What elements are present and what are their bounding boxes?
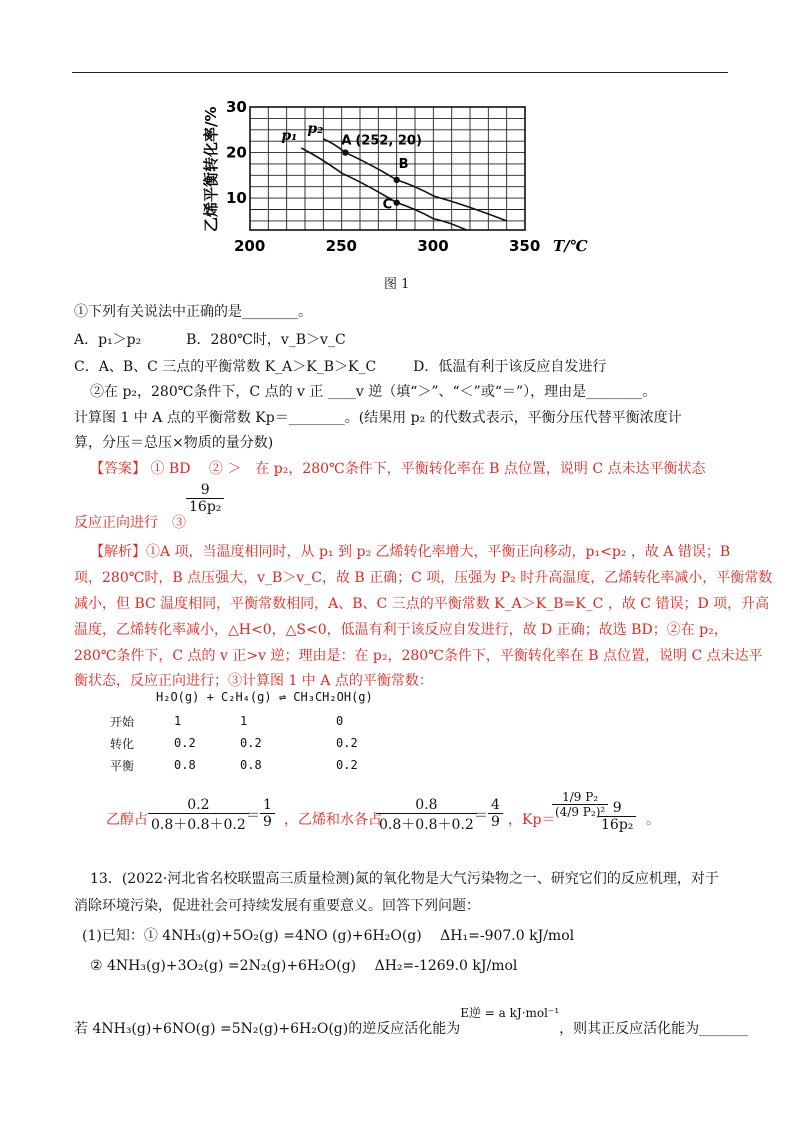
answer-line (90, 458, 706, 478)
cell: 1 (174, 714, 182, 728)
q1-options-cd (74, 356, 606, 376)
q1-stem: ①下列有关说法中正确的是________。 (74, 304, 312, 320)
answer-text: ① BD ② ＞ 在 p₂，280℃条件下，平衡转化率在 B 点位置，说明 C 点未达平衡状态 (150, 461, 706, 477)
analysis-l6: 衡状态，反应正向进行；③计算图 1 中 A 点的平衡常数： (74, 673, 433, 689)
table-row (110, 732, 416, 754)
reaction-table (110, 710, 416, 776)
y-axis-label: 乙烯平衡转化率/% (202, 106, 220, 232)
x-axis-label: T/℃ (553, 237, 588, 255)
calc-frac-2 (376, 797, 477, 834)
data-point-B (393, 177, 399, 183)
q2-text: ②在 p₂，280℃条件下，C 点的 v 正 ____v 逆（填“＞”、“＜”或“＝”），理由是________。 (90, 384, 657, 400)
table-row (110, 710, 416, 732)
point-label-B: B (398, 156, 409, 172)
x-tick-label: 350 (509, 237, 541, 255)
answer-frac-num: 9 (200, 482, 210, 498)
q13-line4: ② 4NH₃(g)+3O₂(g) =2N₂(g)+6H₂O(g) ΔH₂=-1269.0 kJ/mol (90, 958, 518, 974)
analysis-l2: 项，280℃时，B 点压强大，v_B＞v_C，故 B 正确；C 项，压强为 P₂ 时升高温度，乙烯转化率减小，平衡常数 (74, 570, 773, 586)
frac-num: 4 (491, 797, 500, 813)
frac-num: 0.8 (415, 797, 438, 813)
q13-line2: 消除环境污染，促进社会可持续发展有重要意义。回答下列问题： (74, 898, 480, 914)
row-label: 转化 (110, 736, 135, 751)
analysis-l5: 280℃条件下，C 点的 v 正>v 逆；理由是：在 p₂，280℃条件下，平衡转化率在 B 点位置，说明 C 点未达平 (74, 648, 763, 664)
answer-cont: 反应正向进行 ③ (74, 515, 186, 531)
x-tick-label: 300 (417, 237, 449, 255)
table-row (110, 754, 416, 776)
x-tick-label: 200 (234, 237, 266, 255)
calc-result-2 (488, 797, 503, 830)
row-label: 平衡 (110, 758, 135, 773)
analysis-l3: 减小，但 BC 温度相同，平衡常数相同，A、B、C 三点的平衡常数 K_A＞K_B=K_C ，故 C 错误；D 项，升高 (74, 596, 770, 612)
cell: 0.2 (240, 736, 262, 750)
point-label-C: C (382, 197, 393, 213)
option-b: B．280℃时，v_B＞v_C (186, 332, 346, 348)
frac-den: (4/9 P₂)² (552, 804, 608, 819)
q3-line1: 计算图 1 中 A 点的平衡常数 Kp＝________。(结果用 p₂ 的代数式表示，平衡分压代替平衡浓度计 (74, 410, 682, 426)
q13-line3: (1)已知：① 4NH₃(g)+5O₂(g) =4NO (g)+6H₂O(g) ΔH₁=-907.0 kJ/mol (82, 928, 575, 944)
series-line-p1 (301, 148, 466, 230)
q13-l5c: ，则其正反应活化能为_______ (559, 1021, 749, 1037)
answer-frac-den: 16p₂ (186, 498, 224, 515)
cell: 0.8 (240, 758, 262, 772)
reaction-equation: H₂O(g) + C₂H₄(g) ⇌ CH₃CH₂OH(g) (156, 690, 373, 704)
frac-den: 9 (488, 813, 503, 830)
data-point-A (342, 149, 348, 155)
calc-kp-result (598, 800, 636, 833)
point-label-A: A (341, 133, 352, 149)
y-tick-label: 10 (226, 189, 247, 208)
option-a: A．p₁＞p₂ (74, 332, 142, 348)
answer-label: 【答案】 (90, 461, 146, 477)
row-label: 开始 (110, 714, 135, 729)
cell: 0.2 (336, 736, 358, 750)
calc-mid: ，乙烯和水各占 (284, 812, 382, 828)
calc-eq-2: ＝ (474, 808, 488, 824)
y-tick-label: 20 (226, 143, 247, 162)
cell: 0.2 (174, 736, 196, 750)
analysis-l4: 温度，乙烯转化率减小，△H<0，△S<0，低温有利于该反应自发进行，故 D 正确；故选 BD；②在 p₂， (74, 622, 728, 638)
y-tick-label: 30 (226, 98, 247, 116)
q13-line1: 13．(2022·河北省名校联盟高三质量检测)氮的氧化物是大气污染物之一、研究它们的反应机理，对于 (90, 871, 719, 887)
q13-l5a: 若 4NH₃(g)+6NO(g) =5N₂(g)+6H₂O(g)的逆反应活化能为 (74, 1021, 461, 1037)
frac-den: 9 (260, 813, 275, 830)
cell: 0 (336, 714, 344, 728)
analysis-l1: 【解析】①A 项，当温度相同时，从 p₁ 到 p₂ 乙烯转化率增大，平衡正向移动，p₁<p₂ ，故 A 错误；B (90, 544, 731, 560)
cell: 0.2 (336, 758, 358, 772)
data-point-C (393, 199, 399, 205)
top-rule (72, 72, 728, 73)
q13-line5 (74, 1006, 749, 1038)
calc-eq-1: ＝ (246, 808, 260, 824)
frac-den: 0.8＋0.8＋0.2 (148, 813, 249, 834)
frac-den: 0.8＋0.8＋0.2 (376, 813, 477, 834)
q3-line2: 算，分压＝总压×物质的量分数) (74, 435, 274, 451)
curve-label-p2: p₂ (307, 120, 324, 137)
frac-num: 0.2 (187, 797, 210, 813)
frac-num: 1 (263, 797, 272, 813)
answer-fraction (186, 482, 224, 515)
cell: 1 (240, 714, 248, 728)
calc-ethanol-label: 乙醇占 (106, 812, 148, 828)
calc-frac-1 (148, 797, 249, 834)
frac-den: 16p₂ (598, 816, 636, 833)
frac-num: 1/9 P₂ (562, 790, 599, 804)
frac-num: 9 (612, 800, 622, 816)
calc-result-1 (260, 797, 275, 830)
calc-end: 。 (646, 812, 660, 828)
x-tick-label: 250 (325, 237, 357, 255)
q13-l5b: E逆 = a kJ·mol⁻¹ (460, 1006, 560, 1020)
calc-kp: ，Kp＝ (508, 812, 556, 828)
q1-options-ab (74, 329, 346, 349)
conversion-chart (0, 95, 800, 365)
option-d: D．低温有利于该反应自发进行 (413, 359, 607, 375)
point-annotation-A: (252, 20) (355, 133, 422, 149)
cell: 0.8 (174, 758, 196, 772)
curve-label-p1: p₁ (281, 128, 298, 144)
figure-caption: 图 1 (384, 277, 410, 292)
option-c: C．A、B、C 三点的平衡常数 K_A＞K_B＞K_C (74, 359, 377, 375)
